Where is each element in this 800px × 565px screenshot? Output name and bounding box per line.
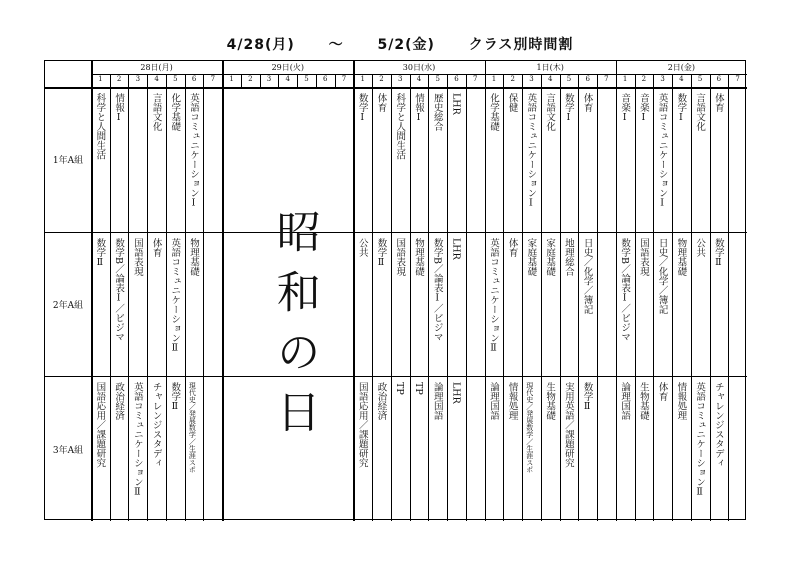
period-divider-line	[466, 74, 467, 521]
period-number: 2	[641, 75, 647, 83]
subject-cell: 生物基礎	[544, 382, 556, 421]
subject-cell: 日史／化学／簿記	[656, 237, 668, 314]
class-label: 1年A組	[52, 156, 84, 167]
subject-cell: チャレンジスタディ	[150, 382, 162, 468]
period-divider-line	[691, 74, 692, 521]
subject-cell: 化学基礎	[487, 93, 499, 131]
subject-cell: 英語コミュニケーションⅡ	[131, 382, 143, 498]
subject-cell: 数学Ⅰ	[675, 93, 687, 123]
period-divider-line	[560, 74, 561, 521]
period-divider-line	[335, 74, 336, 87]
subject-cell: 論理国語	[619, 382, 631, 421]
day-divider-line	[616, 61, 618, 521]
period-number: 7	[210, 75, 216, 83]
period-number: 4	[416, 75, 422, 83]
period-divider-line	[128, 74, 129, 521]
subject-cell: 体育	[656, 382, 668, 402]
subject-cell: 英語コミュニケーションⅠ	[656, 93, 668, 209]
period-number: 2	[116, 75, 122, 83]
period-number: 1	[491, 75, 497, 83]
subject-cell: 科学と人間生活	[394, 93, 406, 160]
subject-cell: 数学Ⅱ	[712, 237, 724, 268]
period-number: 7	[472, 75, 478, 83]
period-number: 3	[266, 75, 272, 83]
period-divider-line	[278, 74, 279, 87]
period-number: 4	[285, 75, 291, 83]
subject-cell: 数学Ⅰ	[562, 93, 574, 123]
subject-cell: 数学Ⅱ	[375, 237, 387, 268]
subject-cell: 数学B／論表Ⅰ／ビジマ	[113, 237, 125, 342]
period-number: 4	[679, 75, 684, 83]
subject-cell: 体育	[375, 93, 387, 112]
day-header: 2日(金)	[667, 63, 696, 72]
subject-cell: 情報Ⅰ	[412, 93, 424, 123]
subject-cell: 言語文化	[694, 93, 706, 131]
subject-cell: 物理基礎	[188, 237, 200, 276]
subject-cell: 公共	[356, 237, 368, 257]
period-number: 6	[454, 75, 459, 83]
subject-cell: LHR	[450, 382, 462, 405]
subject-cell: 保健	[506, 93, 518, 112]
subject-cell: 言語文化	[150, 93, 162, 131]
subject-cell: 公共	[694, 237, 706, 257]
title-end-date: 5/2(金)	[377, 37, 435, 53]
day-header: 1日(木)	[536, 63, 564, 72]
period-divider-line	[166, 74, 167, 521]
title-start-date: 4/28(月)	[226, 37, 295, 53]
period-number: 7	[735, 75, 740, 83]
subject-cell: 論理国語	[487, 382, 499, 421]
period-divider-line	[541, 74, 542, 521]
period-divider-line	[241, 74, 242, 87]
period-number: 5	[173, 75, 178, 83]
period-divider-line	[45, 87, 747, 89]
period-number: 3	[398, 75, 403, 83]
subject-cell: 数学B／論表Ⅰ／ビジマ	[619, 237, 631, 342]
period-divider-line	[260, 74, 261, 87]
timetable-grid	[44, 60, 746, 520]
title-tilde: ～	[328, 37, 344, 53]
subject-cell: 体育	[150, 237, 162, 257]
period-number: 5	[566, 75, 572, 83]
subject-cell: 英語コミュニケーションⅡ	[487, 237, 499, 354]
page-title	[0, 34, 800, 54]
class-label: 3年A組	[52, 445, 84, 456]
period-divider-line	[428, 74, 429, 521]
period-divider-line	[503, 74, 504, 521]
day-divider-line	[485, 61, 487, 521]
day-divider-line	[222, 61, 224, 521]
period-number: 5	[697, 75, 703, 83]
subject-cell: 歴史総合	[431, 93, 443, 131]
period-divider-line	[653, 74, 654, 521]
subject-cell: 生物基礎	[637, 382, 649, 421]
period-divider-line	[522, 74, 523, 521]
subject-cell: 言語文化	[544, 93, 556, 131]
period-divider-line	[391, 74, 392, 521]
class-label: 2年A組	[52, 301, 84, 311]
period-number: 6	[716, 75, 722, 83]
period-divider-line	[203, 74, 204, 521]
period-number: 7	[604, 75, 609, 83]
subject-cell: 政治経済	[375, 382, 387, 421]
period-number: 1	[360, 75, 365, 83]
day-header: 29日(火)	[271, 63, 304, 72]
period-number: 1	[98, 75, 103, 83]
subject-cell: 英語コミュニケーションⅠ	[188, 93, 200, 209]
period-number: 6	[585, 75, 590, 83]
subject-cell: 英語コミュニケーションⅡ	[694, 382, 706, 498]
subject-cell: 物理基礎	[412, 237, 424, 276]
subject-cell: 家庭基礎	[544, 237, 556, 276]
subject-cell: 地理総合	[562, 237, 574, 276]
period-divider-line	[672, 74, 673, 521]
period-divider-line	[447, 74, 448, 521]
period-number: 1	[622, 75, 628, 83]
subject-cell: TP	[394, 382, 406, 396]
day-divider-line	[353, 61, 355, 521]
period-number: 7	[341, 75, 347, 83]
subject-cell: 家庭基礎	[525, 237, 537, 276]
subject-cell: 英語コミュニケーションⅡ	[169, 237, 181, 354]
period-number: 4	[547, 75, 553, 83]
subject-cell: 物理基礎	[675, 237, 687, 276]
period-divider-line	[297, 74, 298, 87]
subject-cell: 国語応用／課題研究	[94, 382, 106, 468]
subject-cell: 政治経済	[113, 382, 125, 421]
period-number: 1	[229, 75, 234, 83]
period-divider-line	[316, 74, 317, 87]
period-divider-line	[635, 74, 636, 521]
period-number: 3	[660, 75, 665, 83]
period-number: 2	[510, 75, 515, 83]
subject-cell: 化学基礎	[169, 93, 181, 131]
subject-cell: 体育	[712, 93, 724, 112]
subject-cell: 現代史／発展数学／生涯スポ	[188, 382, 197, 474]
subject-cell: 英語コミュニケーションⅠ	[525, 93, 537, 209]
subject-cell: 論理国語	[431, 382, 443, 421]
subject-cell: 数学Ⅱ	[169, 382, 181, 413]
period-divider-line	[597, 74, 598, 521]
period-number: 3	[135, 75, 141, 83]
subject-cell: 数学Ⅱ	[581, 382, 593, 413]
subject-cell: TP	[412, 382, 424, 396]
subject-cell: 情報処理	[675, 382, 687, 421]
period-number: 4	[154, 75, 159, 83]
period-number: 6	[191, 75, 197, 83]
subject-cell: 数学B／論表Ⅰ／ビジマ	[431, 237, 443, 342]
period-number: 3	[529, 75, 534, 83]
period-divider-line	[410, 74, 411, 521]
period-number: 6	[323, 75, 328, 83]
period-number: 2	[379, 75, 384, 83]
day-header: 28日(月)	[140, 63, 173, 72]
subject-cell: 国語表現	[131, 237, 143, 276]
period-number: 5	[304, 75, 309, 83]
subject-cell: 国語表現	[637, 237, 649, 276]
subject-cell: 音楽Ⅰ	[619, 93, 631, 123]
subject-cell: 国語応用／課題研究	[356, 382, 368, 468]
subject-cell: 体育	[506, 237, 518, 257]
period-divider-line	[185, 74, 186, 521]
subject-cell: 数学Ⅰ	[356, 93, 368, 123]
subject-cell: 情報処理	[506, 382, 518, 421]
subject-cell: 国語表現	[394, 237, 406, 276]
day-header: 30日(水)	[402, 63, 436, 72]
subject-cell: 体育	[581, 93, 593, 112]
subject-cell: 情報Ⅰ	[113, 93, 125, 123]
subject-cell: 日史／化学／簿記	[581, 237, 593, 314]
period-divider-line	[728, 74, 729, 521]
subject-cell: 実用英語／課題研究	[562, 382, 574, 468]
period-number: 2	[248, 75, 253, 83]
holiday-label: 昭和の日	[268, 209, 320, 449]
row-divider-line	[45, 376, 747, 377]
subject-cell: 科学と人間生活	[94, 93, 106, 160]
period-divider-line	[710, 74, 711, 521]
title-label: クラス別時間割	[468, 37, 574, 53]
subject-cell: 現代史／発展数学／生涯スポ	[525, 382, 534, 474]
label-column-line	[91, 61, 93, 521]
period-divider-line	[147, 74, 148, 521]
period-divider-line	[578, 74, 579, 521]
subject-cell: LHR	[450, 93, 462, 115]
subject-cell: チャレンジスタディ	[712, 382, 724, 468]
subject-cell: 数学Ⅱ	[94, 237, 106, 268]
row-divider-line	[45, 232, 747, 233]
period-divider-line	[372, 74, 373, 521]
period-divider-line	[110, 74, 111, 521]
period-number: 5	[435, 75, 440, 83]
subject-cell: LHR	[450, 237, 462, 260]
subject-cell: 音楽Ⅰ	[637, 93, 649, 123]
